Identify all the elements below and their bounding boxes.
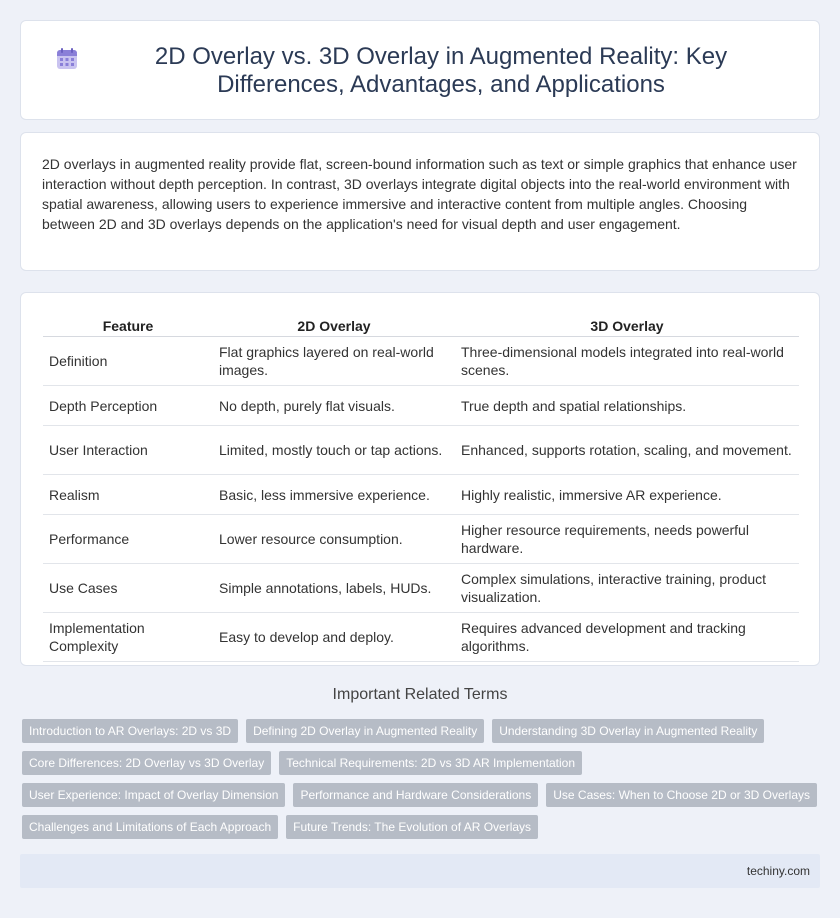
table-cell-2d: Limited, mostly touch or tap actions. (213, 426, 455, 475)
table-cell-3d: Requires advanced development and tracking algorithms. (455, 613, 799, 662)
related-term-tag[interactable]: User Experience: Impact of Overlay Dimension (22, 783, 285, 807)
table-cell-2d: Basic, less immersive experience. (213, 475, 455, 515)
related-term-tag[interactable]: Challenges and Limitations of Each Approach (22, 815, 278, 839)
column-header-3d-overlay: 3D Overlay (455, 315, 799, 337)
related-terms-tags (22, 719, 822, 847)
intro-paragraph: 2D overlays in augmented reality provide flat, screen-bound information such as text or simple graphics that enhance user interaction without depth perception. In contrast, 3D overlays integrate digital objects into the real-world environment with spatial awareness, allowing users to experience immersive and interactive content from multiple angles. Choosing between 2D and 3D overlays depends on the application's need for visual depth and user engagement. (42, 156, 797, 232)
table-cell-3d: Complex simulations, interactive training, product visualization. (455, 564, 799, 613)
table-cell-3d: Three-dimensional models integrated into real-world scenes. (455, 337, 799, 386)
table-cell-3d: Higher resource requirements, needs powerful hardware. (455, 515, 799, 564)
related-term-tag[interactable]: Understanding 3D Overlay in Augmented Reality (492, 719, 764, 743)
tag-row (22, 719, 822, 743)
intro-card (20, 132, 820, 271)
comparison-table (43, 315, 799, 662)
related-term-tag[interactable]: Core Differences: 2D Overlay vs 3D Overlay (22, 751, 271, 775)
table-cell-feature: Definition (43, 337, 213, 386)
table-row (43, 515, 799, 564)
table-cell-3d: Highly realistic, immersive AR experience. (455, 475, 799, 515)
title-card (20, 20, 820, 120)
tag-row (22, 815, 822, 839)
table-cell-2d: Lower resource consumption. (213, 515, 455, 564)
table-row (43, 613, 799, 662)
related-term-tag[interactable]: Future Trends: The Evolution of AR Overlays (286, 815, 538, 839)
table-cell-3d: Enhanced, supports rotation, scaling, and movement. (455, 426, 799, 475)
table-cell-feature: User Interaction (43, 426, 213, 475)
related-term-tag[interactable]: Use Cases: When to Choose 2D or 3D Overlays (546, 783, 817, 807)
table-cell-feature: Depth Perception (43, 386, 213, 426)
table-cell-2d: No depth, purely flat visuals. (213, 386, 455, 426)
table-cell-2d: Simple annotations, labels, HUDs. (213, 564, 455, 613)
related-term-tag[interactable]: Introduction to AR Overlays: 2D vs 3D (22, 719, 238, 743)
page-title: 2D Overlay vs. 3D Overlay in Augmented Reality: Key Differences, Advantages, and Applications (154, 43, 728, 98)
table-cell-feature: Use Cases (43, 564, 213, 613)
tag-row (22, 751, 822, 775)
related-term-tag[interactable]: Performance and Hardware Considerations (293, 783, 538, 807)
related-term-tag[interactable]: Technical Requirements: 2D vs 3D AR Implementation (279, 751, 582, 775)
table-row (43, 386, 799, 426)
table-row (43, 426, 799, 475)
table-row (43, 337, 799, 386)
tag-row (22, 783, 822, 807)
footer (20, 854, 820, 888)
table-cell-2d: Easy to develop and deploy. (213, 613, 455, 662)
related-terms-heading: Important Related Terms (332, 686, 508, 703)
related-term-tag[interactable]: Defining 2D Overlay in Augmented Reality (246, 719, 484, 743)
column-header-feature: Feature (43, 315, 213, 337)
table-cell-feature: Performance (43, 515, 213, 564)
table-cell-feature: Realism (43, 475, 213, 515)
table-row (43, 475, 799, 515)
column-header-2d-overlay: 2D Overlay (213, 315, 455, 337)
table-cell-3d: True depth and spatial relationships. (455, 386, 799, 426)
table-row (43, 564, 799, 613)
table-cell-2d: Flat graphics layered on real-world images. (213, 337, 455, 386)
table-cell-feature: Implementation Complexity (43, 613, 213, 662)
comparison-table-card (20, 292, 820, 666)
table-header-row (43, 315, 799, 337)
site-name[interactable]: techiny.com (746, 864, 810, 878)
